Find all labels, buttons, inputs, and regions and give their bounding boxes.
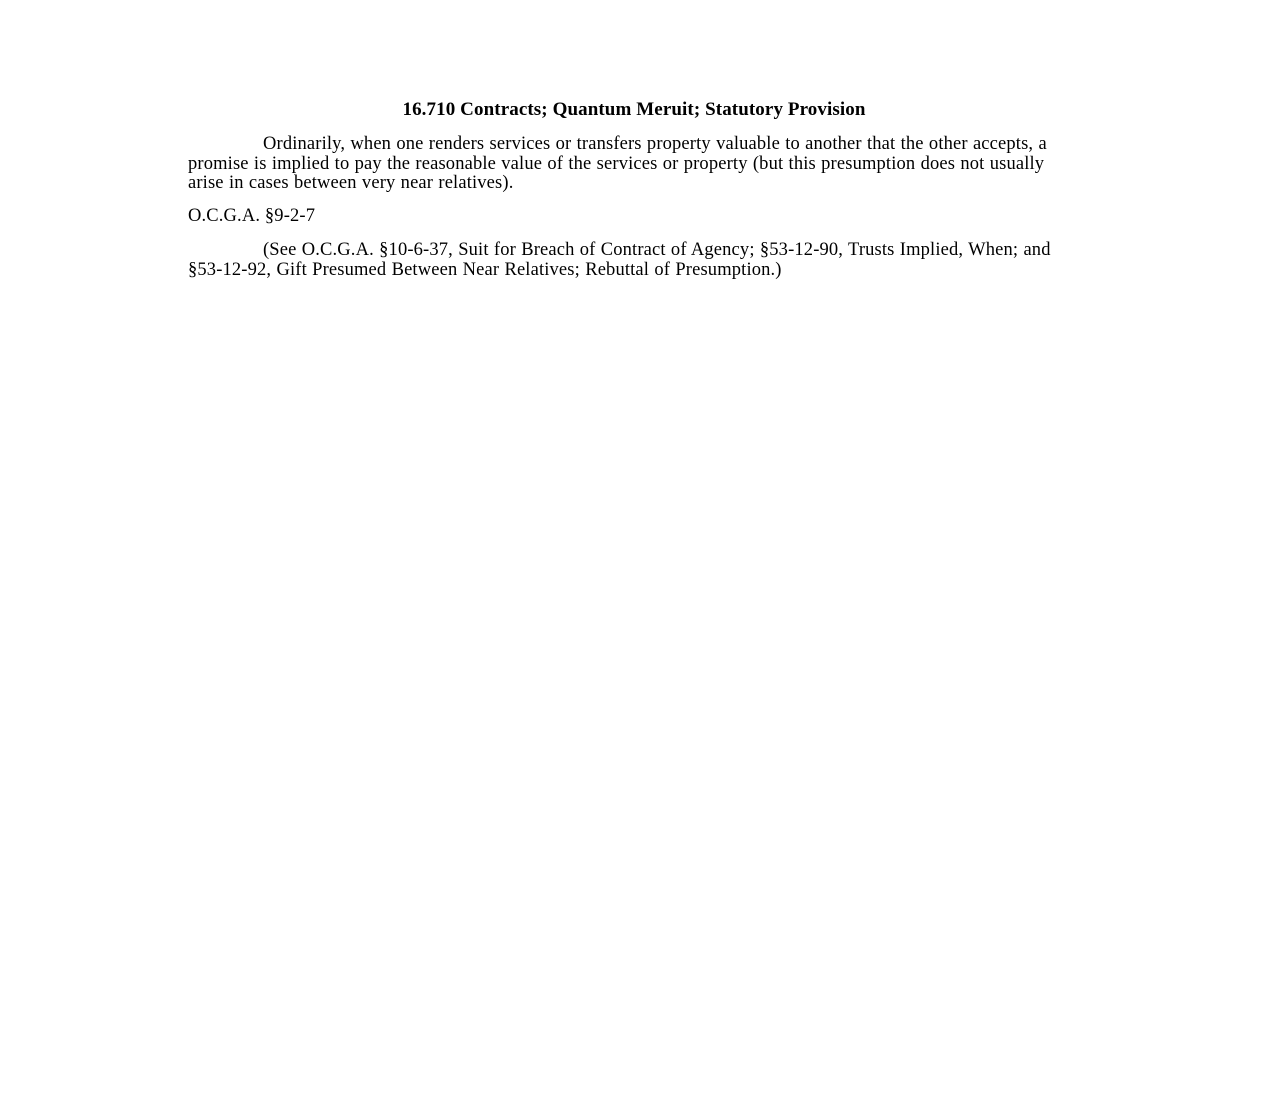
statute-citation: O.C.G.A. §9-2-7 — [188, 205, 316, 226]
document-title: 16.710 Contracts; Quantum Meruit; Statutory Provision — [402, 99, 866, 120]
body-paragraph: Ordinarily, when one renders services or transfers property valuable to another that the other accepts, a promise is implied to pay the reasonable value of the services or property (but this presumption does not usually arise in cases between very near relatives). — [188, 134, 1047, 193]
cross-reference-paragraph: (See O.C.G.A. §10-6-37, Suit for Breach of Contract of Agency; §53-12-90, Trusts Implied, When; and §53-12-92, Gift Presumed Between Near Relatives; Rebuttal of Presumption.) — [188, 240, 1051, 280]
document-page — [188, 98, 1080, 293]
